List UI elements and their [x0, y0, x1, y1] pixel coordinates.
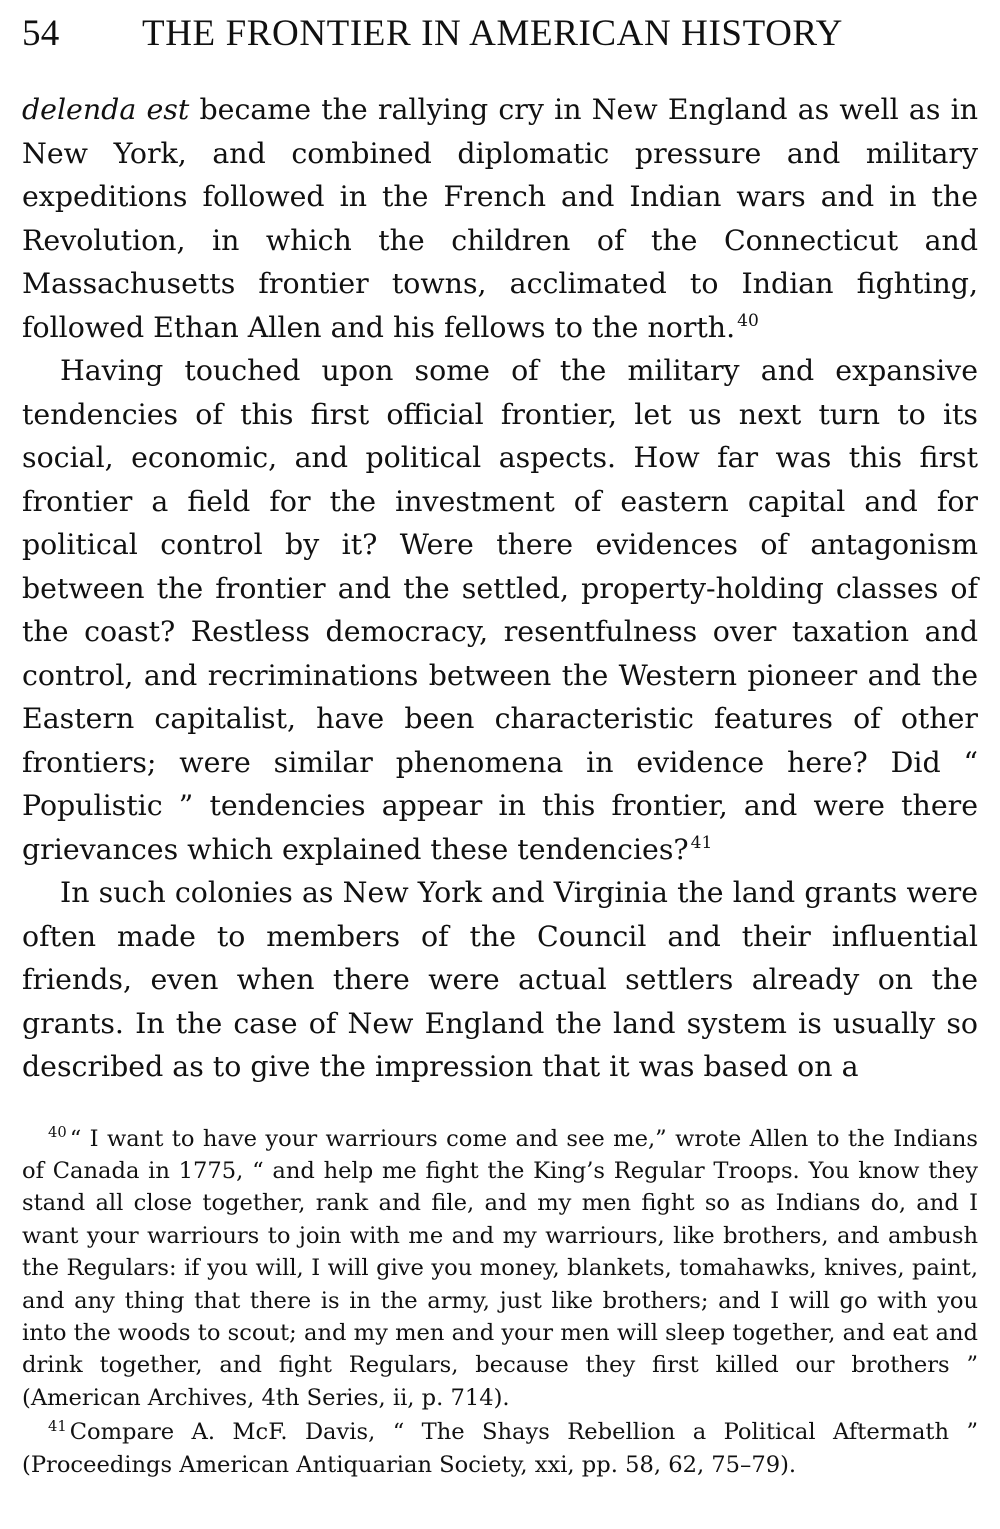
footnote-ref-40[interactable]: 40 [737, 311, 759, 332]
paragraph-3-text: In such colonies as New York and Virginia the land grants were often made to members of the Council and their influential friends, even when there were actual settlers already on the grants. In the case of New England the land system is usually so described as to give the impression that it was based on a [22, 876, 978, 1083]
footnote-text: “ I want to have your warriours come and see me,” wrote Allen to the Indians of Canada in 1775, “ and help me fight the King’s Regular Troops. You know they stand all close together, rank and file, and my men fight so as Indians do, and I want your warriours to join with me and my warriours, like brothers, and ambush the Regulars: if you will, I will give you money, blankets, tomahawks, knives, paint, and any thing that there is in the army, just like brothers; and I will go with you into the woods to scout; and my men and your men will sleep together, and eat and drink together, and fight Regulars, because they first killed our brothers ” (American Archives, 4th Series, ii, p. 714). [22, 1125, 978, 1411]
footnote-41 [22, 1416, 978, 1481]
paragraph-1 [22, 88, 978, 349]
latin-phrase: delenda est [22, 93, 190, 126]
footnote-number: 40 [48, 1123, 67, 1141]
footnotes [22, 1123, 978, 1481]
footnote-40 [22, 1123, 978, 1415]
footnote-text: Compare A. McF. Davis, “ The Shays Rebellion a Political Aftermath ” (Proceedings American Antiquarian Society, xxi, pp. 58, 62, 75–79). [22, 1419, 978, 1478]
footnote-number: 41 [48, 1417, 67, 1435]
paragraph-2-text: Having touched upon some of the military and expansive tendencies of this first official frontier, let us next turn to its social, economic, and political aspects. How far was this first frontier a field for the investment of eastern capital and for political control by it? Were there evidences of antagonism between the frontier and the settled, property-holding classes of the coast? Restless democracy, resentfulness over taxation and control, and recriminations between the Western pioneer and the Eastern capitalist, have been characteristic features of other frontiers; were similar phenomena in evidence here? Did “ Populistic ” tendencies appear in this frontier, and were there grievances which explained these tendencies? [22, 354, 978, 866]
paragraph-3 [22, 871, 978, 1089]
paragraph-1-text: became the rallying cry in New England as well as in New York, and combined diplomatic pressure and military expeditions followed in the French and Indian wars and in the Revolution, in which the children of the Connecticut and Massachusetts frontier towns, acclimated to Indian fighting, followed Ethan Allen and his fellows to the north. [22, 93, 978, 344]
running-head: THE FRONTIER IN AMERICAN HISTORY [142, 13, 843, 54]
page-number: 54 [22, 13, 60, 54]
paragraph-2 [22, 349, 978, 871]
footnote-ref-41[interactable]: 41 [690, 833, 713, 854]
page-header [22, 10, 978, 74]
body-text [22, 88, 978, 1089]
